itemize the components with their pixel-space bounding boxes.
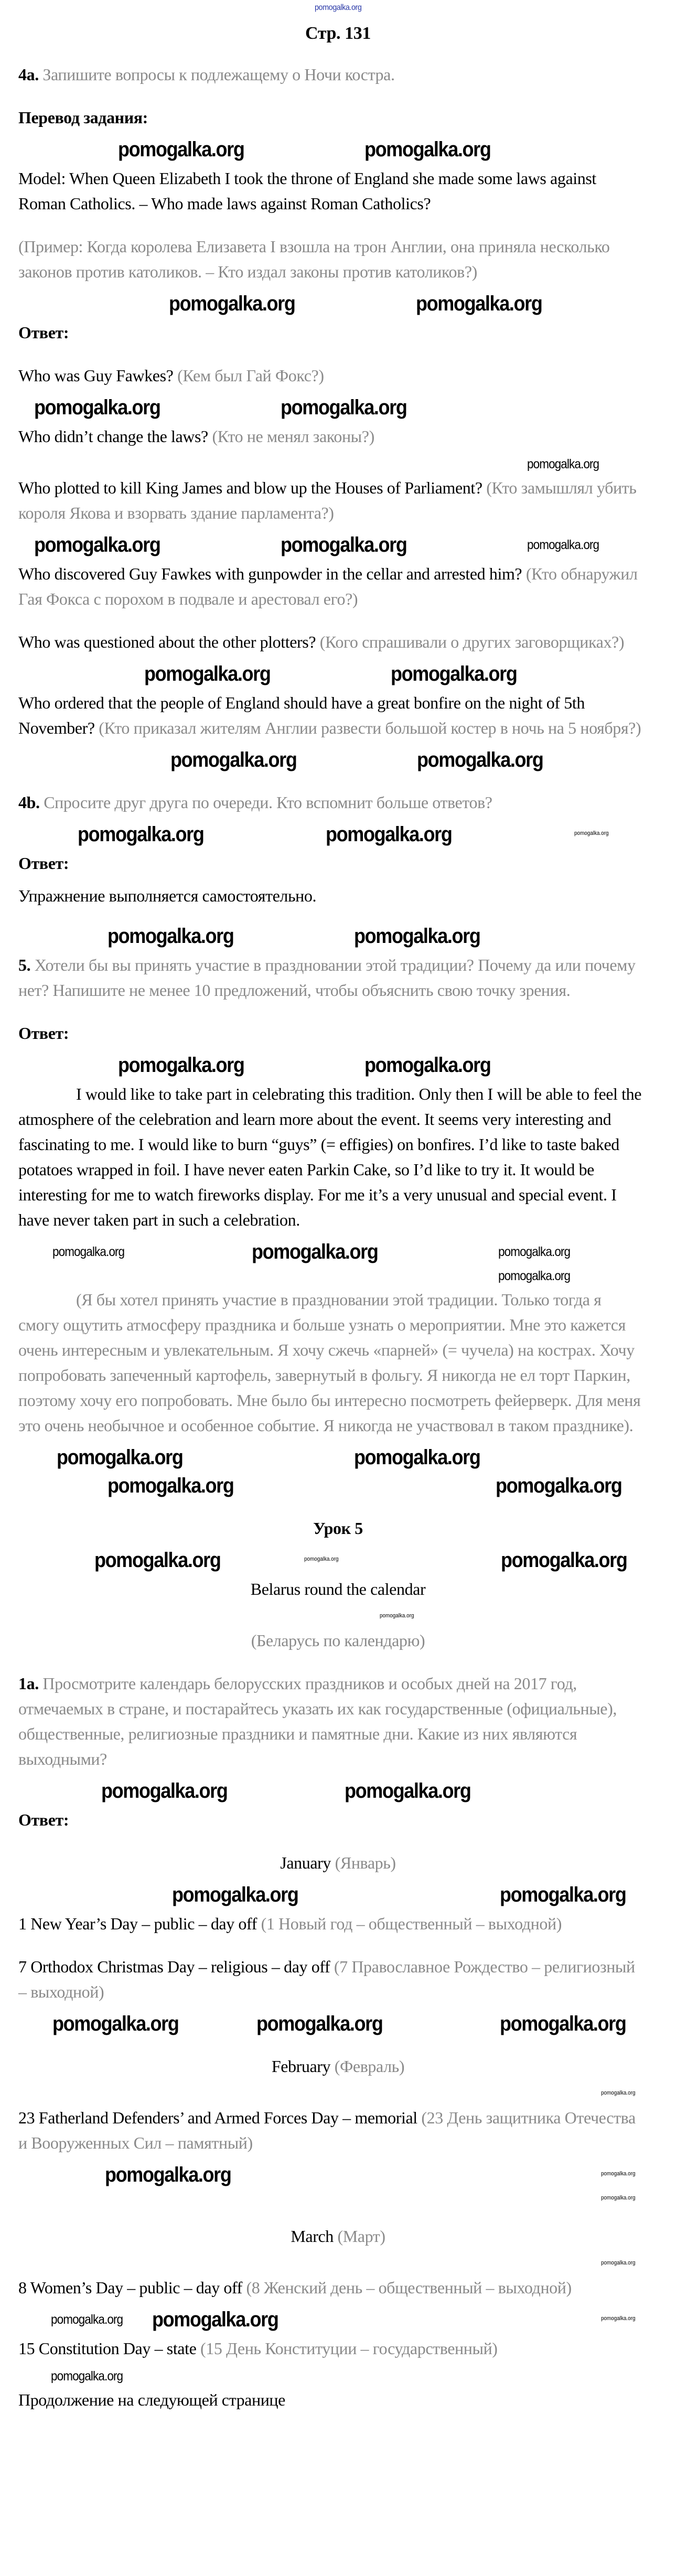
watermark: pomogalka.org	[364, 138, 491, 161]
month-heading	[18, 2054, 658, 2079]
answer-item	[18, 475, 645, 525]
watermark: pomogalka.org	[527, 538, 599, 552]
watermark-row	[0, 1474, 676, 1498]
watermark: pomogalka.org	[34, 533, 160, 556]
lesson-subtitle: Belarus round the calendar	[250, 1580, 426, 1598]
watermark-row	[0, 1268, 676, 1283]
holiday-en: 23 Fatherland Defenders’ and Armed Forces Day – memorial	[18, 2108, 417, 2127]
watermark: pomogalka.org	[354, 925, 480, 948]
watermark: pomogalka.org	[601, 2195, 636, 2201]
watermark: pomogalka.org	[152, 2308, 278, 2331]
holiday-en: 1 New Year’s Day – public – day off	[18, 1914, 257, 1933]
holiday-ru: (15 День Конституции – государственный)	[200, 2339, 498, 2358]
watermark: pomogalka.org	[101, 1779, 228, 1802]
watermark-row	[0, 456, 676, 471]
answer-text: Упражнение выполняется самостоятельно.	[18, 886, 317, 905]
watermark: pomogalka.org	[252, 1240, 378, 1263]
watermark: pomogalka.org	[108, 1474, 234, 1497]
watermark: pomogalka.org	[281, 533, 407, 556]
lesson-subtitle-translation: (Беларусь по календарю)	[251, 1631, 425, 1650]
watermark: pomogalka.org	[500, 1883, 626, 1906]
holiday-ru: (23 День защитника Отечества и Вооруженных Сил – памятный)	[18, 2108, 636, 2152]
month-en: March	[291, 2227, 334, 2246]
holiday-en: 8 Women’s Day – public – day off	[18, 2278, 242, 2297]
watermark-row	[0, 1445, 676, 1469]
watermark: pomogalka.org	[354, 1446, 480, 1469]
watermark: pomogalka.org	[364, 1054, 491, 1077]
watermark: pomogalka.org	[172, 1883, 298, 1906]
watermark-row	[0, 822, 676, 846]
watermark-row	[0, 292, 676, 316]
holiday-item	[18, 1911, 645, 1936]
exercise-5-task	[18, 952, 645, 1003]
watermark: pomogalka.org	[496, 1474, 622, 1497]
watermark-row	[0, 2191, 676, 2206]
watermark: pomogalka.org	[52, 1244, 125, 1259]
exercise-number: 5.	[18, 956, 31, 974]
task-text: Хотели бы вы принять участие в праздновании этой традиции? Почему да или почему нет? Напишите не менее 10 предложений, чтобы объяснить свою точку зрения.	[18, 956, 636, 1000]
answer-ru: (Кто замышлял убить короля Якова и взорвать здание парламента?)	[18, 478, 637, 522]
watermark-row	[0, 924, 676, 948]
watermark: pomogalka.org	[34, 396, 160, 419]
exercise-4a-task	[18, 62, 645, 87]
model-text: Model: When Queen Elizabeth I took the throne of England she made some laws against Roman Catholics. – Who made laws against Roman Catholics?	[18, 169, 596, 213]
answer-ru: (Кого спрашивали о других заговорщиках?)	[319, 632, 625, 651]
month-en: February	[271, 2057, 331, 2076]
watermark-row	[0, 395, 676, 420]
watermark-row	[0, 748, 676, 772]
answer-label: Ответ:	[18, 323, 69, 342]
answer-item	[18, 424, 645, 449]
watermark: pomogalka.org	[118, 1054, 244, 1077]
answer-essay-ru: (Я бы хотел принять участие в праздновании этой традиции. Только тогда я смогу ощутить атмосферу праздника и больше узнать о мероприятии. Мне это кажется очень интересным и увлекательным. Я хочу сжечь «парней» (= чучела) на кострах. Хочу попробовать запеченный картофель, завернутый в фольгу. Я никогда не ел торт Паркин, поэтому хочу его попробовать. Мне было бы интересно посмотреть фейерверк. Для меня это очень необычное и особенное событие. Я никогда не участвовал в таком празднике).	[18, 1290, 641, 1435]
answer-label: Ответ:	[18, 1024, 69, 1043]
watermark: pomogalka.org	[601, 2171, 636, 2177]
answer-en: Who was Guy Fawkes?	[18, 366, 174, 385]
watermark-row	[0, 137, 676, 162]
watermark: pomogalka.org	[601, 2315, 636, 2322]
answer-en: Who plotted to kill King James and blow up the Houses of Parliament?	[18, 478, 482, 497]
task-text: Запишите вопросы к подлежащему о Ночи костра.	[42, 65, 395, 84]
lesson-title: Урок 5	[313, 1519, 363, 1538]
watermark-row	[0, 2307, 676, 2332]
watermark: pomogalka.org	[144, 662, 271, 685]
watermark: pomogalka.org	[256, 2012, 383, 2035]
watermark: pomogalka.org	[416, 292, 542, 315]
watermark-top: pomogalka.org	[315, 3, 362, 12]
watermark: pomogalka.org	[170, 748, 297, 771]
holiday-ru: (1 Новый год – общественный – выходной)	[261, 1914, 562, 1933]
holiday-ru: (7 Православное Рождество – религиозный – выходной)	[18, 1957, 635, 2001]
watermark-row	[0, 1609, 676, 1624]
answer-essay-en: I would like to take part in celebrating this tradition. Only then I will be able to feel the atmosphere of the celebration and learn more about the event. It seems very interesting and fascinating to me. I would like to burn “guys” (= effigies) on bonfires. I’d like to taste baked potatoes wrapped in foil. I have never eaten Parkin Cake, so I’d like to try it. It would be interesting for me to watch fireworks display. For me it’s a very unusual and special event. I have never taken part in such a celebration.	[18, 1085, 642, 1229]
page-header: Стр. 131	[305, 24, 371, 43]
watermark: pomogalka.org	[326, 823, 452, 846]
holiday-item	[18, 2336, 645, 2361]
translation-label: Перевод задания:	[18, 108, 148, 127]
answer-en: Who was questioned about the other plotters?	[18, 632, 316, 651]
watermark-row	[0, 1548, 676, 1572]
holiday-item	[18, 2275, 645, 2300]
watermark: pomogalka.org	[601, 2260, 636, 2266]
watermark-row	[0, 2086, 676, 2101]
exercise-number: 4b.	[18, 793, 40, 812]
watermark: pomogalka.org	[501, 1549, 627, 1572]
model-translation: (Пример: Когда королева Елизавета I взошла на трон Англии, она приняла несколько законов против католиков. – Кто издал законы против католиков?)	[18, 237, 610, 281]
watermark: pomogalka.org	[345, 1779, 471, 1802]
holiday-en: 7 Orthodox Christmas Day – religious – day off	[18, 1957, 330, 1976]
watermark: pomogalka.org	[417, 748, 543, 771]
watermark: pomogalka.org	[78, 823, 204, 846]
month-en: January	[280, 1853, 331, 1872]
exercise-4b-task	[18, 790, 645, 815]
holiday-ru: (8 Женский день – общественный – выходной)	[246, 2278, 572, 2297]
watermark-row	[0, 662, 676, 686]
watermark: pomogalka.org	[51, 2369, 123, 2384]
watermark-row	[0, 533, 676, 557]
exercise-number: 1a.	[18, 1674, 39, 1693]
month-ru: (Март)	[337, 2227, 385, 2246]
watermark-row	[0, 1883, 676, 1907]
watermark-row	[0, 2256, 676, 2271]
watermark: pomogalka.org	[498, 1269, 571, 1283]
answer-ru: (Кто не менял законы?)	[212, 427, 374, 446]
continued-note: Продолжение на следующей странице	[18, 2390, 285, 2409]
watermark-row	[0, 1240, 676, 1264]
answer-en: Who discovered Guy Fawkes with gunpowder in the cellar and arrested him?	[18, 564, 522, 583]
answer-label: Ответ:	[18, 1810, 69, 1829]
watermark: pomogalka.org	[108, 925, 234, 948]
task-text: Спросите друг друга по очереди. Кто вспомнит больше ответов?	[44, 793, 492, 812]
watermark: pomogalka.org	[601, 2090, 636, 2096]
holiday-en: 15 Constitution Day – state	[18, 2339, 197, 2358]
watermark: pomogalka.org	[500, 2012, 626, 2035]
exercise-number: 4a.	[18, 65, 39, 84]
exercise-1a-task	[18, 1671, 645, 1772]
watermark: pomogalka.org	[94, 1549, 221, 1572]
watermark: pomogalka.org	[527, 457, 599, 471]
answer-en: Who ordered that the people of England should have a great bonfire on the night of 5th November?	[18, 693, 585, 737]
answer-item	[18, 629, 645, 654]
answer-ru: (Кто приказал жителям Англии развести большой костер в ночь на 5 ноября?)	[99, 718, 641, 737]
answer-item	[18, 561, 645, 611]
holiday-item	[18, 2105, 645, 2155]
watermark: pomogalka.org	[169, 292, 295, 315]
answer-item	[18, 363, 645, 388]
answer-en: Who didn’t change the laws?	[18, 427, 208, 446]
watermark: pomogalka.org	[52, 2012, 179, 2035]
watermark-row	[0, 1053, 676, 1077]
watermark-row	[0, 2368, 676, 2383]
watermark: pomogalka.org	[57, 1446, 183, 1469]
watermark-row	[0, 2163, 676, 2187]
watermark: pomogalka.org	[304, 1556, 339, 1562]
month-heading	[18, 1850, 658, 1875]
watermark: pomogalka.org	[498, 1244, 571, 1259]
watermark-row	[0, 0, 676, 15]
month-heading	[18, 2224, 658, 2249]
watermark: pomogalka.org	[574, 830, 609, 836]
answer-ru: (Кто обнаружил Гая Фокса с порохом в подвале и арестовал его?)	[18, 564, 638, 608]
watermark: pomogalka.org	[281, 396, 407, 419]
watermark-row	[0, 1779, 676, 1803]
task-text: Просмотрите календарь белорусских праздников и особых дней на 2017 год, отмечаемых в стране, и постарайтесь указать их как государственные (официальные), общественные, религиозные праздники и памятные дни. Какие из них являются выходными?	[18, 1674, 617, 1768]
watermark: pomogalka.org	[380, 1613, 414, 1619]
watermark: pomogalka.org	[118, 138, 244, 161]
answer-label: Ответ:	[18, 854, 69, 873]
watermark-row	[0, 2012, 676, 2036]
month-ru: (Январь)	[335, 1853, 396, 1872]
month-ru: (Февраль)	[334, 2057, 405, 2076]
watermark: pomogalka.org	[391, 662, 517, 685]
answer-item	[18, 690, 645, 740]
holiday-item	[18, 1954, 645, 2004]
answer-ru: (Кем был Гай Фокс?)	[177, 366, 324, 385]
watermark: pomogalka.org	[105, 2163, 231, 2186]
watermark: pomogalka.org	[51, 2312, 123, 2327]
